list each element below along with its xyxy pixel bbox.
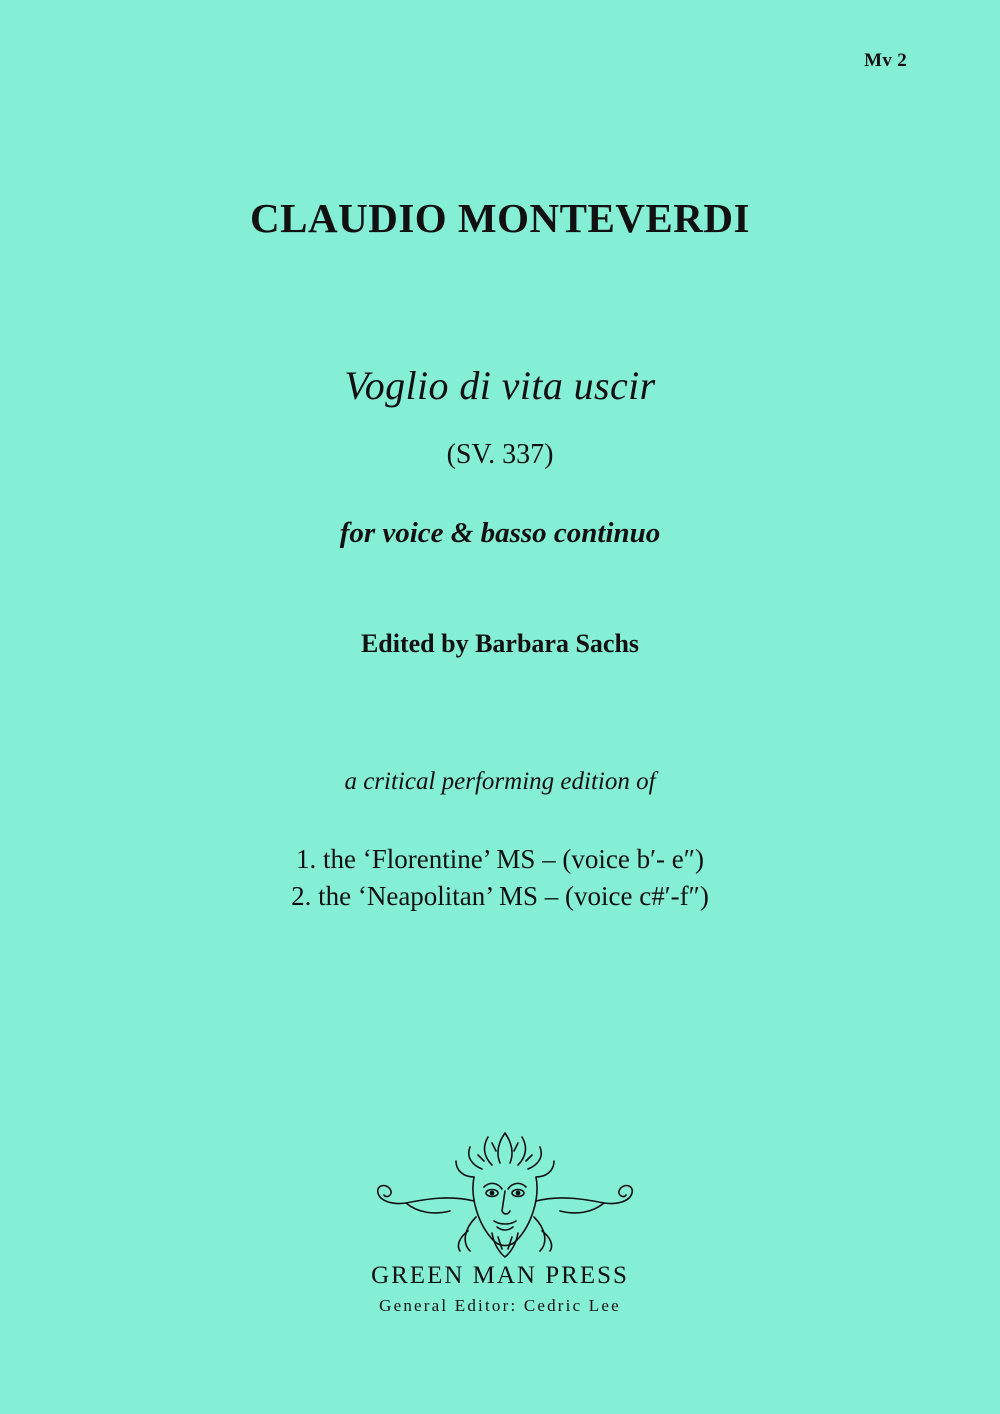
publisher-name: GREEN MAN PRESS xyxy=(371,1262,629,1289)
work-catalog-number: (SV. 337) xyxy=(446,439,554,470)
general-editor: General Editor: Cedric Lee xyxy=(379,1296,621,1315)
source-item: 2. the ‘Neapolitan’ MS – (voice c#′-f″) xyxy=(291,881,709,911)
edition-note: a critical performing edition of xyxy=(344,768,656,795)
editor-credit: Edited by Barbara Sachs xyxy=(360,629,640,658)
instrumentation: for voice & basso continuo xyxy=(339,517,661,549)
source-item: 1. the ‘Florentine’ MS – (voice b′- e″) xyxy=(295,844,705,874)
catalog-number: Mv 2 xyxy=(864,50,907,71)
work-title: Voglio di vita uscir xyxy=(344,363,656,408)
green-man-foliate-face-icon xyxy=(370,1125,640,1265)
source-list xyxy=(0,841,1000,915)
composer-name: CLAUDIO MONTEVERDI xyxy=(250,195,750,241)
